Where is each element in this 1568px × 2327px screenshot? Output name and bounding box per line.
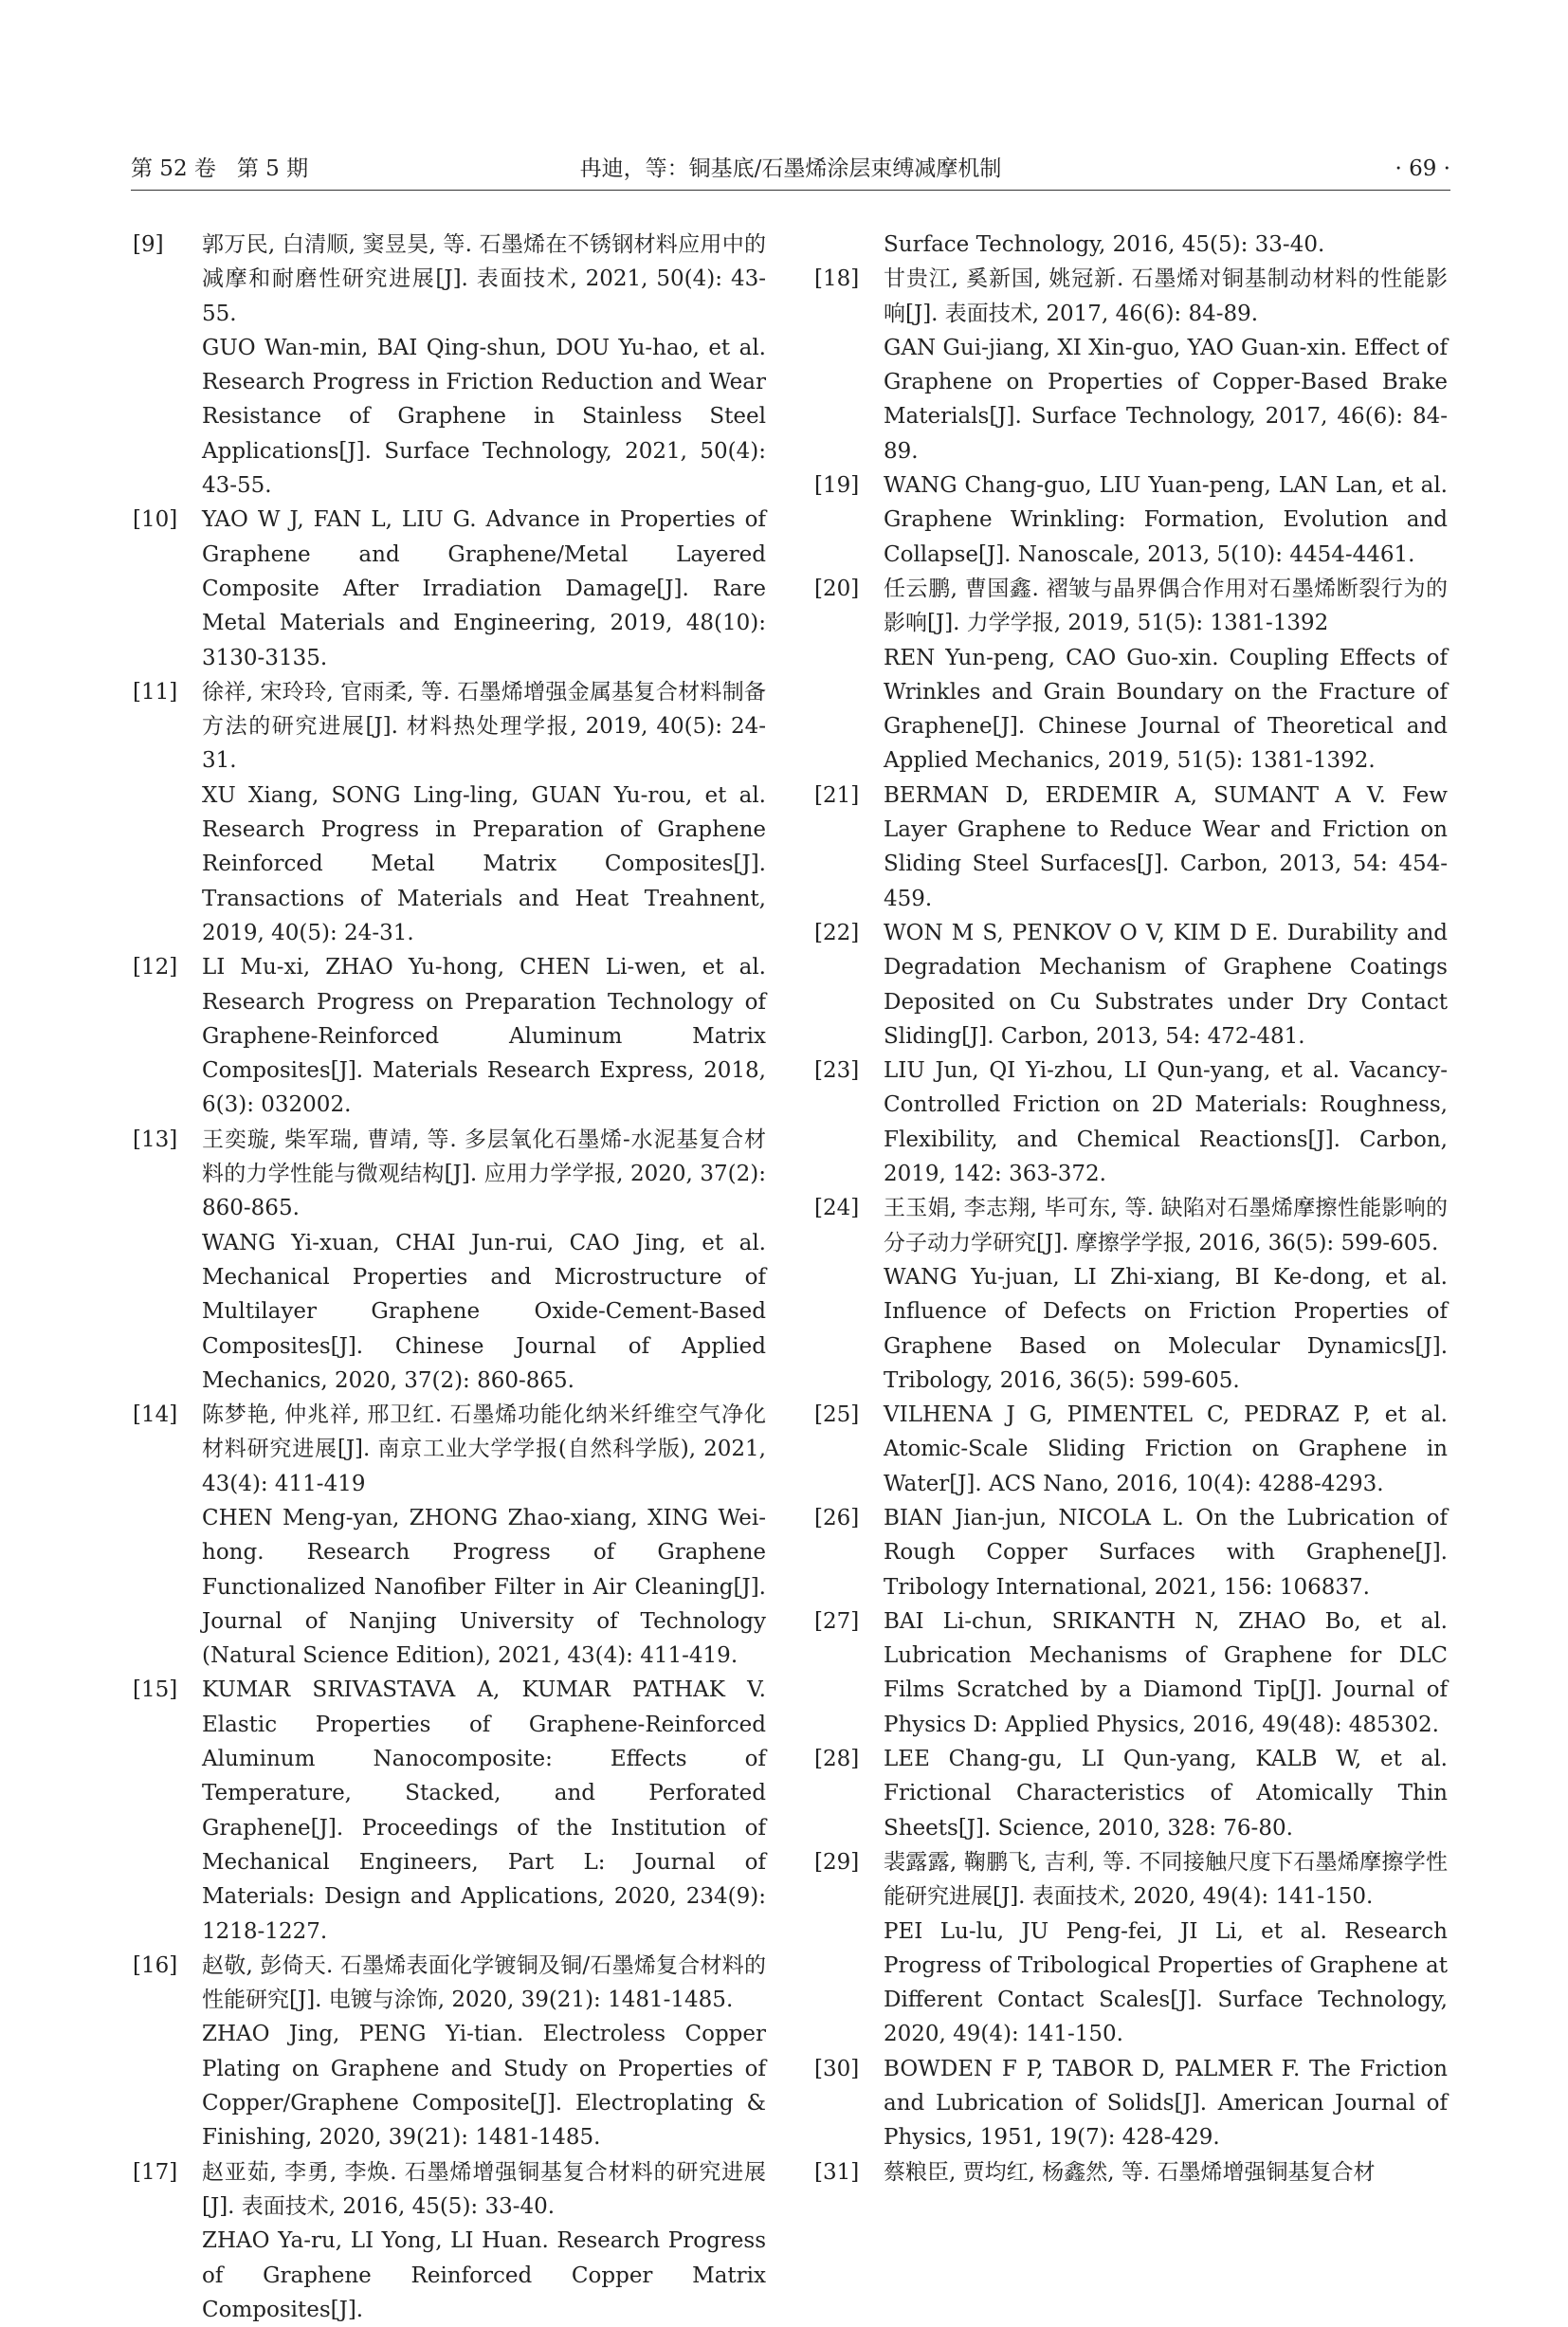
reference-number: [10]	[133, 507, 178, 533]
running-header	[131, 152, 1450, 186]
reference-translation: GAN Gui-jiang, XI Xin-guo, YAO Guan-xin. Effect of Graphene on Properties of Copper-Based Brake Materials[J]. Surface Technology, 2017, 46(6): 84-89.	[884, 335, 1448, 464]
reference-entry	[812, 228, 1448, 262]
reference-number: [15]	[133, 1677, 178, 1703]
reference-entry	[812, 2052, 1448, 2155]
reference-text: 徐祥, 宋玲玲, 官雨柔, 等. 石墨烯增强金属基复合材料制备方法的研究进展[J]. 材料热处理学报, 2019, 40(5): 24-31.	[202, 679, 766, 774]
reference-number: [23]	[814, 1058, 860, 1084]
reference-entry	[131, 1123, 766, 1398]
reference-entry	[812, 1501, 1448, 1604]
reference-text: VILHENA J G, PIMENTEL C, PEDRAZ P, et al. Atomic-Scale Sliding Friction on Graphene in Water[J]. ACS Nano, 2016, 10(4): 4288-4293.	[884, 1402, 1448, 1496]
reference-text: 王玉娟, 李志翔, 毕可东, 等. 缺陷对石墨烯摩擦性能影响的分子动力学研究[J]. 摩擦学学报, 2016, 36(5): 599-605.	[884, 1196, 1448, 1255]
reference-text: LEE Chang-gu, LI Qun-yang, KALB W, et al. Frictional Characteristics of Atomically Thin Sheets[J]. Science, 2010, 328: 76-80.	[884, 1747, 1448, 1841]
reference-entry	[812, 2155, 1448, 2190]
reference-entry	[812, 1604, 1448, 1742]
reference-translation: WANG Yu-juan, LI Zhi-xiang, BI Ke-dong, et al. Influence of Defects on Friction Properties of Graphene Based on Molecular Dynamics[J]. Tribology, 2016, 36(5): 599-605.	[884, 1264, 1448, 1393]
reference-number: [30]	[814, 2056, 860, 2081]
reference-text: WANG Chang-guo, LIU Yuan-peng, LAN Lan, et al. Graphene Wrinkling: Formation, Evolution and Collapse[J]. Nanoscale, 2013, 5(10): 4454-4461.	[884, 473, 1448, 567]
reference-text: Surface Technology, 2016, 45(5): 33-40.	[884, 232, 1325, 257]
reference-number: [28]	[814, 1747, 860, 1772]
reference-translation: WANG Yi-xuan, CHAI Jun-rui, CAO Jing, et al. Mechanical Properties and Microstructure of Multilayer Graphene Oxide-Cement-Based Composites[J]. Chinese Journal of Applied Mechanics, 2020, 37(2): 860-865.	[202, 1230, 766, 1393]
reference-number: [26]	[814, 1505, 860, 1530]
reference-entry	[812, 779, 1448, 916]
reference-text: 赵亚茹, 李勇, 李焕. 石墨烯增强铜基复合材料的研究进展[J]. 表面技术, 2016, 45(5): 33-40.	[202, 2159, 766, 2219]
reference-text: BOWDEN F P, TABOR D, PALMER F. The Friction and Lubrication of Solids[J]. American Journal of Physics, 1951, 19(7): 428-429.	[884, 2056, 1448, 2151]
reference-number: [11]	[133, 679, 178, 705]
reference-text: 甘贵江, 奚新国, 姚冠新. 石墨烯对铜基制动材料的性能影响[J]. 表面技术, 2017, 46(6): 84-89.	[884, 266, 1448, 326]
reference-column-right	[812, 228, 1448, 2190]
reference-entry	[812, 572, 1448, 779]
reference-text: 赵敬, 彭倚天. 石墨烯表面化学镀铜及铜/石墨烯复合材料的性能研究[J]. 电镀与涂饰, 2020, 39(21): 1481-1485.	[202, 1952, 766, 2013]
reference-entry	[131, 228, 766, 503]
reference-number: [21]	[814, 782, 860, 808]
reference-text: BIAN Jian-jun, NICOLA L. On the Lubrication of Rough Copper Surfaces with Graphene[J]. Tribology International, 2021, 156: 106837.	[884, 1505, 1448, 1600]
reference-number: [25]	[814, 1402, 860, 1428]
reference-number: [12]	[133, 955, 178, 980]
reference-entry	[131, 675, 766, 950]
running-title: 冉迪，等：铜基底/石墨烯涂层束缚减摩机制	[579, 156, 1002, 181]
reference-text: 陈梦艳, 仲兆祥, 邢卫红. 石墨烯功能化纳米纤维空气净化材料研究进展[J]. 南京工业大学学报(自然科学版), 2021, 43(4): 411-419	[202, 1402, 766, 1496]
reference-number: [27]	[814, 1608, 860, 1634]
reference-entry	[131, 950, 766, 1122]
reference-entry	[812, 1845, 1448, 2052]
reference-number: [14]	[133, 1402, 178, 1428]
reference-text: BERMAN D, ERDEMIR A, SUMANT A V. Few Layer Graphene to Reduce Wear and Friction on Sliding Steel Surfaces[J]. Carbon, 2013, 54: 454-459.	[884, 782, 1448, 911]
reference-entry	[812, 916, 1448, 1054]
reference-entry	[812, 1742, 1448, 1845]
reference-entry	[812, 1054, 1448, 1191]
reference-entry	[131, 503, 766, 674]
reference-text: WON M S, PENKOV O V, KIM D E. Durability and Degradation Mechanism of Graphene Coatings Deposited on Cu Substrates under Dry Contact Sliding[J]. Carbon, 2013, 54: 472-481.	[884, 920, 1448, 1049]
reference-entry	[131, 1398, 766, 1673]
reference-text: 任云鹏, 曹国鑫. 褶皱与晶界偶合作用对石墨烯断裂行为的影响[J]. 力学学报, 2019, 51(5): 1381-1392	[884, 576, 1448, 636]
reference-text: LI Mu-xi, ZHAO Yu-hong, CHEN Li-wen, et al. Research Progress on Preparation Technology of Graphene-Reinforced Aluminum Matrix Composites[J]. Materials Research Express, 2018, 6(3): 032002.	[202, 955, 766, 1118]
reference-entry	[131, 1949, 766, 2155]
reference-number: [19]	[814, 473, 860, 499]
reference-entry	[131, 1673, 766, 1948]
reference-number: [17]	[133, 2159, 178, 2185]
reference-entry	[131, 2155, 766, 2327]
reference-entry	[812, 468, 1448, 572]
reference-number: [9]	[133, 232, 164, 257]
header-rule	[131, 190, 1450, 191]
reference-translation: GUO Wan-min, BAI Qing-shun, DOU Yu-hao, et al. Research Progress in Friction Reduction and Wear Resistance of Graphene in Stainless Steel Applications[J]. Surface Technology, 2021, 50(4): 43-55.	[202, 335, 766, 499]
reference-translation: REN Yun-peng, CAO Guo-xin. Coupling Effects of Wrinkles and Grain Boundary on the Fracture of Graphene[J]. Chinese Journal of Theoretical and Applied Mechanics, 2019, 51(5): 1381-1392.	[884, 645, 1448, 774]
reference-number: [31]	[814, 2159, 860, 2185]
reference-column-left	[131, 228, 766, 2327]
reference-number: [16]	[133, 1952, 178, 1978]
reference-text: BAI Li-chun, SRIKANTH N, ZHAO Bo, et al. Lubrication Mechanisms of Graphene for DLC Films Scratched by a Diamond Tip[J]. Journal of Physics D: Applied Physics, 2016, 49(48): 485302.	[884, 1608, 1448, 1737]
reference-text: 裴露露, 鞠鹏飞, 吉利, 等. 不同接触尺度下石墨烯摩擦学性能研究进展[J]. 表面技术, 2020, 49(4): 141-150.	[884, 1849, 1448, 1910]
reference-text: LIU Jun, QI Yi-zhou, LI Qun-yang, et al. Vacancy-Controlled Friction on 2D Materials: Roughness, Flexibility, and Chemical Reactions[J]. Carbon, 2019, 142: 363-372.	[884, 1058, 1448, 1187]
journal-volume-issue: 第 52 卷 第 5 期	[131, 156, 309, 181]
reference-translation: ZHAO Ya-ru, LI Yong, LI Huan. Research Progress of Graphene Reinforced Copper Matrix Composites[J].	[202, 2228, 766, 2322]
reference-number: [13]	[133, 1127, 178, 1152]
reference-number: [18]	[814, 266, 860, 292]
reference-translation: PEI Lu-lu, JU Peng-fei, JI Li, et al. Research Progress of Tribological Properties of Graphene at Different Contact Scales[J]. Surface Technology, 2020, 49(4): 141-150.	[884, 1918, 1448, 2047]
reference-entry	[812, 262, 1448, 468]
reference-text: 蔡粮臣, 贾均红, 杨鑫然, 等. 石墨烯增强铜基复合材	[884, 2159, 1376, 2185]
reference-entry	[812, 1398, 1448, 1501]
page-number: · 69 ·	[1395, 156, 1450, 181]
reference-number: [20]	[814, 576, 860, 601]
reference-translation: ZHAO Jing, PENG Yi-tian. Electroless Copper Plating on Graphene and Study on Properties of Copper/Graphene Composite[J]. Electroplating & Finishing, 2020, 39(21): 1481-1485.	[202, 2022, 766, 2151]
reference-text: 王奕璇, 柴军瑞, 曹靖, 等. 多层氧化石墨烯-水泥基复合材料的力学性能与微观结构[J]. 应用力学学报, 2020, 37(2): 860-865.	[202, 1127, 766, 1221]
reference-translation: XU Xiang, SONG Ling-ling, GUAN Yu-rou, et al. Research Progress in Preparation of Graphene Reinforced Metal Matrix Composites[J]. Transactions of Materials and Heat Treahnent, 2019, 40(5): 24-31.	[202, 782, 766, 945]
reference-text: 郭万民, 白清顺, 窦昱昊, 等. 石墨烯在不锈钢材料应用中的减摩和耐磨性研究进展[J]. 表面技术, 2021, 50(4): 43-55.	[202, 232, 766, 326]
reference-text: KUMAR SRIVASTAVA A, KUMAR PATHAK V. Elastic Properties of Graphene-Reinforced Aluminum Nanocomposite: Effects of Temperature, Stacked, and Perforated Graphene[J]. Proceedings of the Institution of Mechanical Engineers, Part L: Journal of Materials: Design and Applications, 2020, 234(9): 1218-1227.	[202, 1677, 766, 1944]
reference-number: [29]	[814, 1849, 860, 1875]
reference-number: [22]	[814, 920, 860, 945]
reference-translation: CHEN Meng-yan, ZHONG Zhao-xiang, XING Wei-hong. Research Progress of Graphene Functionalized Nanofiber Filter in Air Cleaning[J]. Journal of Nanjing University of Technology (Natural Science Edition), 2021, 43(4): 411-419.	[202, 1505, 766, 1669]
reference-entry	[812, 1191, 1448, 1398]
reference-number: [24]	[814, 1196, 860, 1221]
reference-text: YAO W J, FAN L, LIU G. Advance in Properties of Graphene and Graphene/Metal Layered Composite After Irradiation Damage[J]. Rare Metal Materials and Engineering, 2019, 48(10): 3130-3135.	[202, 507, 766, 670]
